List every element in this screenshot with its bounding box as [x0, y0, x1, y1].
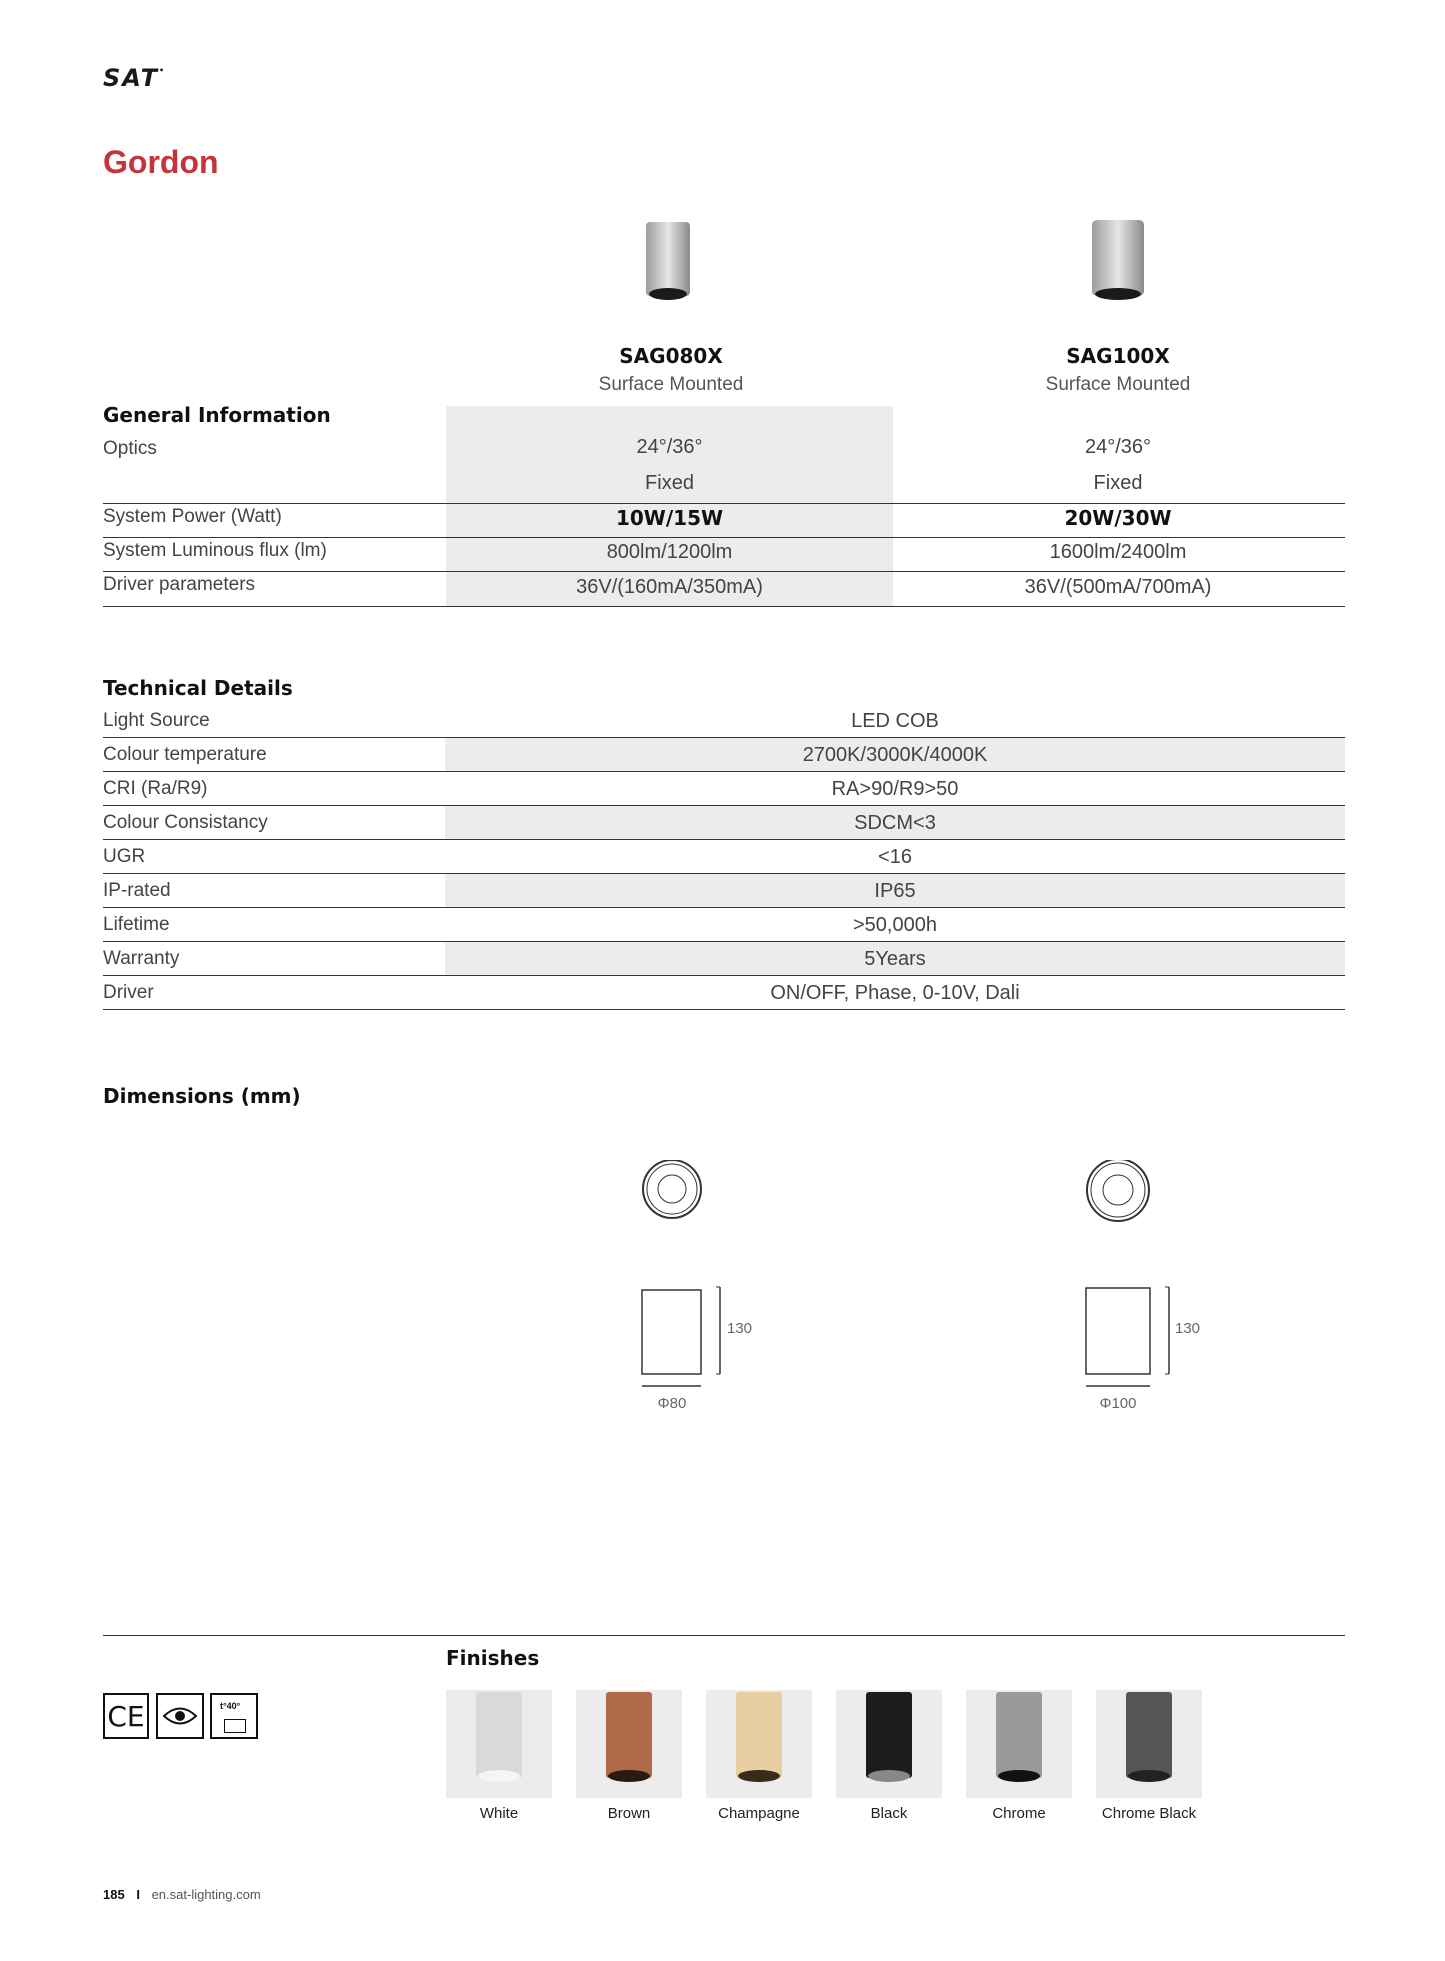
dimension-drawing-sag080x — [636, 1160, 766, 1420]
brand-logo: SAT• — [103, 64, 167, 92]
label-power: System Power (Watt) — [103, 506, 282, 527]
tech-value: 5Years — [864, 948, 926, 970]
optics-type: Fixed — [1093, 472, 1143, 494]
finish-label: Black — [870, 1805, 908, 1822]
divider — [103, 571, 1345, 572]
finish-label: Champagne — [718, 1805, 800, 1822]
tech-label: Lifetime — [103, 914, 170, 935]
tech-label: IP-rated — [103, 880, 171, 901]
general-heading: General Information — [103, 403, 331, 427]
divider — [103, 1009, 1345, 1010]
finish-label: Brown — [607, 1805, 651, 1822]
eye-protection-icon — [156, 1693, 204, 1739]
power-value: 10W/15W — [615, 506, 724, 530]
power-value: 20W/30W — [1064, 506, 1172, 530]
footer — [103, 1887, 261, 1902]
tech-label: Driver — [103, 982, 154, 1003]
tech-value: ON/OFF, Phase, 0-10V, Dali — [770, 982, 1020, 1004]
label-driver-params: Driver parameters — [103, 574, 256, 595]
tech-value: SDCM<3 — [854, 812, 936, 834]
divider — [103, 907, 1345, 908]
finish-swatch — [966, 1690, 1072, 1798]
product-image-sag100x — [1088, 216, 1148, 304]
driver-value: 36V/(500mA/700mA) — [1024, 576, 1212, 598]
tech-label: CRI (Ra/R9) — [103, 778, 208, 799]
divider — [103, 606, 1345, 607]
finish-label: Chrome — [992, 1805, 1046, 1822]
optics-type: Fixed — [645, 472, 694, 494]
flux-value: 800lm/1200lm — [606, 541, 733, 563]
footer-url: en.sat-lighting.com — [151, 1887, 261, 1902]
tech-label: Warranty — [103, 948, 180, 969]
tech-label: Colour Consistancy — [103, 812, 268, 833]
finish-swatch — [446, 1690, 552, 1798]
label-flux: System Luminous flux (lm) — [103, 540, 327, 561]
finish-label: Chrome Black — [1101, 1805, 1197, 1822]
temperature-rating-icon: t°40° — [210, 1693, 258, 1739]
ce-mark-icon: CE — [103, 1693, 149, 1739]
product-code: SAG080X — [619, 344, 723, 368]
dimensions-heading: Dimensions (mm) — [103, 1084, 301, 1108]
product-header-1 — [446, 344, 896, 396]
finish-swatch — [576, 1690, 682, 1798]
optics-value: 24°/36° — [1084, 436, 1152, 458]
technical-heading: Technical Details — [103, 676, 293, 700]
divider — [103, 503, 1345, 504]
finish-label: White — [479, 1805, 519, 1822]
page-title: Gordon — [103, 144, 219, 180]
product-mount: Surface Mounted — [1045, 374, 1191, 395]
tech-label: Colour temperature — [103, 744, 267, 765]
diameter-dimension: Φ100 — [1099, 1395, 1137, 1412]
height-dimension: 130 — [727, 1320, 753, 1337]
divider — [103, 975, 1345, 976]
tech-value: IP65 — [874, 880, 916, 902]
finishes-divider — [103, 1635, 1345, 1636]
divider — [103, 537, 1345, 538]
optics-value: 24°/36° — [636, 436, 703, 458]
tech-value: 2700K/3000K/4000K — [802, 744, 988, 766]
product-code: SAG100X — [1066, 344, 1170, 368]
diameter-dimension: Φ80 — [657, 1395, 687, 1412]
product-header-2 — [893, 344, 1343, 396]
product-mount: Surface Mounted — [598, 374, 744, 395]
product-image-sag080x — [642, 218, 694, 304]
dimension-drawing-sag100x — [1082, 1160, 1212, 1420]
finishes-heading: Finishes — [446, 1646, 540, 1670]
tech-value: RA>90/R9>50 — [831, 778, 959, 800]
page-number: 185 — [103, 1887, 125, 1902]
finish-swatch — [706, 1690, 812, 1798]
footer-separator: I — [136, 1887, 140, 1902]
tech-value: <16 — [878, 846, 912, 868]
divider — [103, 839, 1345, 840]
finish-swatch — [1096, 1690, 1202, 1798]
finish-swatch — [836, 1690, 942, 1798]
tech-label: UGR — [103, 846, 146, 867]
flux-value: 1600lm/2400lm — [1049, 541, 1187, 563]
tech-label: Light Source — [103, 710, 210, 731]
tech-value: LED COB — [851, 710, 939, 732]
divider — [103, 771, 1345, 772]
label-optics: Optics — [103, 438, 157, 459]
tech-value: >50,000h — [853, 914, 937, 936]
driver-value: 36V/(160mA/350mA) — [576, 576, 763, 598]
height-dimension: 130 — [1175, 1320, 1201, 1337]
